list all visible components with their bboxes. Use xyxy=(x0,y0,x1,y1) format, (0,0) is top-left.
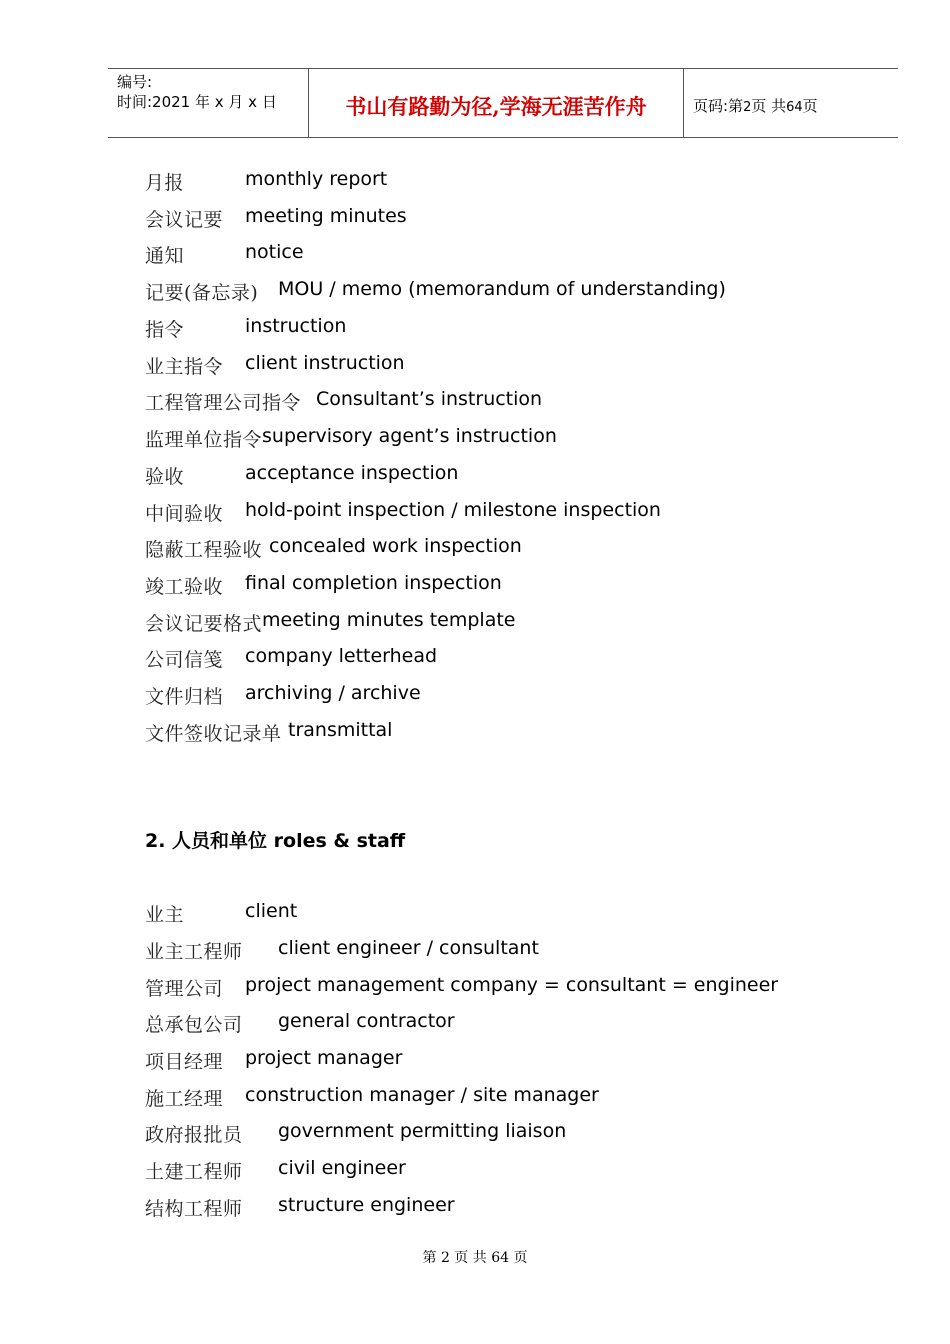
term-chinese: 隐蔽工程验收 xyxy=(145,539,263,561)
term-chinese: 结构工程师 xyxy=(145,1198,243,1220)
header-info-cell xyxy=(108,69,308,137)
term-english: project manager xyxy=(245,1047,403,1069)
term-chinese: 记要(备忘录) xyxy=(145,282,259,304)
term-english: civil engineer xyxy=(278,1157,406,1179)
header-motto-cell xyxy=(308,69,684,137)
term-chinese: 土建工程师 xyxy=(145,1161,243,1183)
term-chinese: 公司信笺 xyxy=(145,649,224,671)
term-english: acceptance inspection xyxy=(245,462,459,484)
term-chinese: 施工经理 xyxy=(145,1088,224,1110)
term-chinese: 业主工程师 xyxy=(145,941,243,963)
term-english: client engineer / consultant xyxy=(278,937,539,959)
term-chinese: 月报 xyxy=(145,172,185,194)
term-english: client instruction xyxy=(245,352,405,374)
term-chinese: 验收 xyxy=(145,466,185,488)
document-number-label: 编号: xyxy=(117,73,153,91)
term-chinese: 会议记要格式 xyxy=(145,613,263,635)
term-english: client xyxy=(245,900,298,922)
page-current: 2 xyxy=(743,100,752,115)
term-chinese: 监理单位指令 xyxy=(145,429,263,451)
page-header xyxy=(108,68,898,138)
term-english: general contractor xyxy=(278,1010,455,1032)
section-heading: 2. 人员和单位 roles & staff xyxy=(145,830,406,852)
document-date-label: 时间:2021 年 x 月 x 日 xyxy=(117,93,277,111)
term-english: construction manager / site manager xyxy=(245,1084,599,1106)
term-chinese: 总承包公司 xyxy=(145,1014,243,1036)
term-english: instruction xyxy=(245,315,347,337)
term-chinese: 业主指令 xyxy=(145,356,224,378)
term-english: company letterhead xyxy=(245,645,438,667)
header-motto: 书山有路勤为径,学海无涯苦作舟 xyxy=(345,94,647,119)
term-english: meeting minutes xyxy=(245,205,407,227)
page-end: 页 xyxy=(802,97,818,115)
header-page-indicator xyxy=(693,95,818,116)
term-chinese: 管理公司 xyxy=(145,978,224,1000)
term-chinese: 工程管理公司指令 xyxy=(145,392,302,414)
term-english: government permitting liaison xyxy=(278,1120,567,1142)
term-chinese: 竣工验收 xyxy=(145,576,224,598)
term-chinese: 通知 xyxy=(145,245,185,267)
page-label: 页码:第 xyxy=(693,97,744,115)
page-mid: 页 共 xyxy=(751,97,787,115)
term-chinese: 业主 xyxy=(145,904,185,926)
page-total: 64 xyxy=(786,100,803,115)
term-chinese: 文件签收记录单 xyxy=(145,723,282,745)
term-english: concealed work inspection xyxy=(269,535,522,557)
term-chinese: 指令 xyxy=(145,319,185,341)
term-english: project management company = consultant = engineer xyxy=(245,974,779,996)
header-page-cell xyxy=(683,69,898,137)
term-english: notice xyxy=(245,241,304,263)
term-english: Consultant’s instruction xyxy=(316,388,543,410)
term-english: structure engineer xyxy=(278,1194,455,1216)
term-chinese: 项目经理 xyxy=(145,1051,224,1073)
term-chinese: 文件归档 xyxy=(145,686,224,708)
term-english: meeting minutes template xyxy=(262,609,516,631)
term-english: archiving / archive xyxy=(245,682,421,704)
term-english: transmittal xyxy=(288,719,393,741)
term-chinese: 中间验收 xyxy=(145,503,224,525)
term-english: final completion inspection xyxy=(245,572,502,594)
term-chinese: 政府报批员 xyxy=(145,1124,243,1146)
term-english: hold-point inspection / milestone inspection xyxy=(245,499,661,521)
term-english: monthly report xyxy=(245,168,388,190)
page-footer: 第 2 页 共 64 页 xyxy=(422,1250,528,1266)
term-chinese: 会议记要 xyxy=(145,209,224,231)
term-english: MOU / memo (memorandum of understanding) xyxy=(278,278,726,300)
term-english: supervisory agent’s instruction xyxy=(262,425,557,447)
